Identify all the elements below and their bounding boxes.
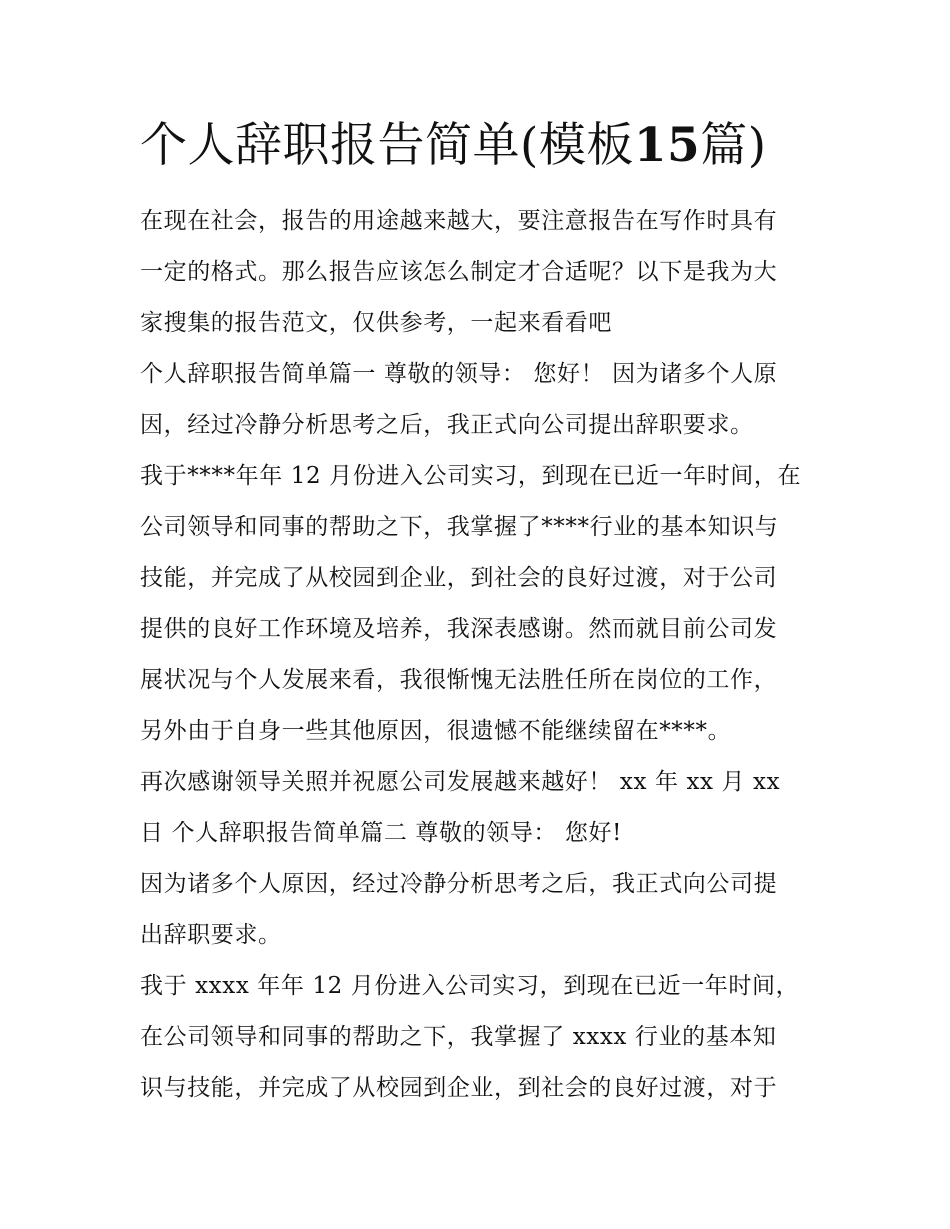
body-line: 日 个人辞职报告简单篇二 尊敬的领导： 您好! bbox=[140, 820, 622, 846]
body-line: 在公司领导和同事的帮助之下，我掌握了 xxxx 行业的基本知 bbox=[140, 1024, 777, 1050]
body-line: 我于****年年 12 月份进入公司实习，到现在已近一年时间，在 bbox=[140, 463, 802, 489]
body-line: 因，经过冷静分析思考之后，我正式向公司提出辞职要求。 bbox=[140, 412, 754, 438]
document-body bbox=[140, 196, 820, 1114]
title-number: 15 bbox=[633, 118, 701, 173]
body-line: 我于 xxxx 年年 12 月份进入公司实习，到现在已近一年时间， bbox=[140, 973, 800, 999]
body-line: 再次感谢领导关照并祝愿公司发展越来越好！ xx 年 xx 月 xx bbox=[140, 769, 781, 795]
body-line: 个人辞职报告简单篇一 尊敬的领导： 您好！ 因为诸多个人原 bbox=[140, 361, 778, 387]
body-line: 家搜集的报告范文，仅供参考，一起来看看吧 bbox=[140, 310, 612, 336]
body-line: 因为诸多个人原因，经过冷静分析思考之后，我正式向公司提 bbox=[140, 871, 778, 897]
body-line: 公司领导和同事的帮助之下，我掌握了****行业的基本知识与 bbox=[140, 514, 779, 540]
body-line: 提供的良好工作环境及培养，我深表感谢。然而就目前公司发 bbox=[140, 616, 778, 642]
body-line: 在现在社会，报告的用途越来越大，要注意报告在写作时具有 bbox=[140, 208, 778, 234]
body-line: 一定的格式。那么报告应该怎么制定才合适呢？以下是我为大 bbox=[140, 259, 778, 285]
title-suffix: 篇) bbox=[700, 118, 767, 173]
body-line: 另外由于自身一些其他原因，很遗憾不能继续留在****。 bbox=[140, 718, 732, 744]
body-line: 技能，并完成了从校园到企业，到社会的良好过渡，对于公司 bbox=[140, 565, 778, 591]
body-line: 出辞职要求。 bbox=[140, 922, 282, 948]
body-line: 识与技能，并完成了从校园到企业，到社会的良好过渡，对于 bbox=[140, 1075, 778, 1101]
body-line: 展状况与个人发展来看，我很惭愧无法胜任所在岗位的工作， bbox=[140, 667, 778, 693]
document-title bbox=[140, 112, 840, 180]
title-prefix: 个人辞职报告简单(模板 bbox=[140, 118, 634, 173]
